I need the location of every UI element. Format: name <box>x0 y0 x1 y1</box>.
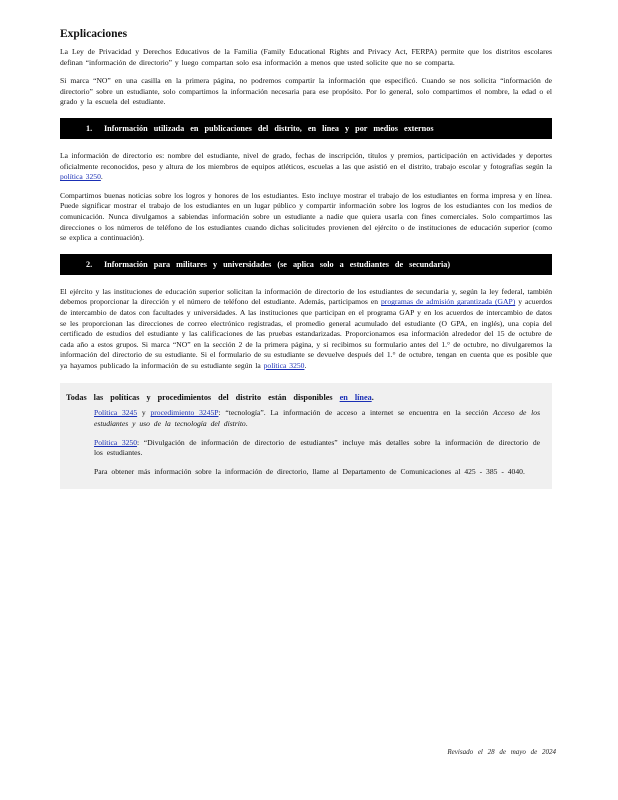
section-2-paragraph <box>60 287 552 372</box>
section-2-title: Información para militares y universidades (se aplica solo a estudiantes de secundaria) <box>104 259 451 269</box>
procedure-3245p-link[interactable]: procedimiento 3245P <box>150 408 219 418</box>
list-item-end: . <box>245 419 248 429</box>
online-link[interactable]: en línea <box>339 393 372 403</box>
list-item-text <box>94 438 540 459</box>
section-2-text-end: . <box>304 360 307 370</box>
section-1-text-end: . <box>100 172 103 182</box>
policies-heading-end: . <box>371 393 374 403</box>
list-item-text: Para obtener más información sobre la información de directorio, llame al Departamento de Comunicaciones al 425 - 385 - 4040. <box>94 466 525 476</box>
section-2-header <box>60 254 552 275</box>
section-2-text: El ejército y las instituciones de educación superior solicitan la información de directorio de los estudiantes de secundaria y, según la ley federal, también debemos proporcionar la dirección y el número de teléfono del estudiante. Además, participamos en <box>60 286 552 307</box>
policy-3250-link[interactable]: política 3250 <box>60 172 101 182</box>
bullet-icon <box>66 438 94 459</box>
revision-date: Revisado el 28 de mayo de 2024 <box>447 748 556 756</box>
policies-heading <box>66 393 540 402</box>
policies-heading-text: Todas las políticas y procedimientos del distrito están disponibles <box>66 393 333 403</box>
bullet-icon <box>66 467 94 478</box>
section-2-number: 2. <box>86 259 93 269</box>
list-item <box>66 467 540 478</box>
list-item-text <box>94 408 540 429</box>
intro-paragraph-1: La Ley de Privacidad y Derechos Educativos de la Familia (Family Educational Rights and Privacy Act, FERPA) permite que los distritos escolares definan “información de directorio” y luego compartan solo esa información a menos que usted solicite que no se comparta. <box>60 47 552 67</box>
list-item <box>66 438 540 459</box>
section-1-title: Información utilizada en publicaciones del distrito, en línea y por medios externos <box>104 123 434 133</box>
policy-3250-link-3[interactable]: Política 3250 <box>94 437 138 447</box>
bullet-icon <box>66 408 94 429</box>
section-2-text-mid: y acuerdos de intercambio de datos con facultades y universidades. A las instituciones que participan en el programa GAP y en los acuerdos de intercambio de datos se les proporcionan las direcciones de correo electrónico registradas, el promedio general acumulado del estudiante (O GPA, en inglés), una copia del certificado de estudios del estudiante y las calificaciones de las pruebas estandarizadas. Proporcionamos esa información alrededor del 15 de octubre de cada año a estos grupos. Si marca “NO” en la sección 2 de la primera página, y si recibimos su formulario antes del 1.° de octubre, no divulgaremos la información del directorio de su estudiante. Si el formulario de su estudiante se devuelve después del 1.° de octubre, tengan en cuenta que es posible que ya hayamos publicado la información de su estudiante según la <box>60 297 553 370</box>
policies-list <box>66 408 540 477</box>
list-item <box>66 408 540 429</box>
list-item-description: : “Divulgación de información de directorio de estudiantes” incluye más detalles sobre la información de directorio de los estudiantes. <box>94 437 540 458</box>
section-1-header <box>60 118 552 139</box>
section-1-text: La información de directorio es: nombre del estudiante, nivel de grado, fechas de inscripción, títulos y premios, participación en actividades y deportes oficialmente reconocidos, peso y altura de los miembros de equipos atléticos, escuelas a las que asistió en el distrito, trabajo escolar y fotografías según la <box>60 150 552 171</box>
document-page <box>60 28 552 489</box>
gap-programs-link[interactable]: programas de admisión garantizada (GAP) <box>381 297 516 307</box>
section-1-paragraph-1 <box>60 151 552 183</box>
policy-3250-link-2[interactable]: política 3250 <box>263 360 305 370</box>
intro-paragraph-2: Si marca “NO” en una casilla en la primera página, no podremos compartir la información que especificó. Cuando se nos solicita “información de directorio” sobre un estudiante, solo compartimos la información necesaria para ese propósito. Por lo general, solo compartimos el nombre, la edad o el grado y la escuela del estudiante. <box>60 76 552 107</box>
policies-box <box>60 383 552 489</box>
section-1-paragraph-2: Compartimos buenas noticias sobre los logros y honores de los estudiantes. Esto incluye mostrar el trabajo de los estudiantes en forma impresa y en línea. Puede significar mostrar el trabajo de los estudiantes en un lugar público y compartir información sobre los logros de los estudiantes con los medios de comunicación. Nunca divulgamos a sabiendas información sobre un estudiante a nadie que quiera usarla con fines comerciales. Solo compartimos las direcciones o los números de teléfono de los estudiantes cuando dichas solicitudes provienen del ejército o de instituciones de educación superior (como se explica a continuación). <box>60 190 552 243</box>
section-1-number: 1. <box>86 123 93 133</box>
list-item-description: : “tecnología”. La información de acceso a internet se encuentra en la sección <box>218 408 489 418</box>
policy-3245-link[interactable]: Política 3245 <box>94 408 138 418</box>
list-item-connector: y <box>141 408 146 418</box>
page-title: Explicaciones <box>60 28 128 40</box>
list-item-section-name: Acceso de los estudiantes y uso de la tecnología del distrito <box>94 408 541 429</box>
